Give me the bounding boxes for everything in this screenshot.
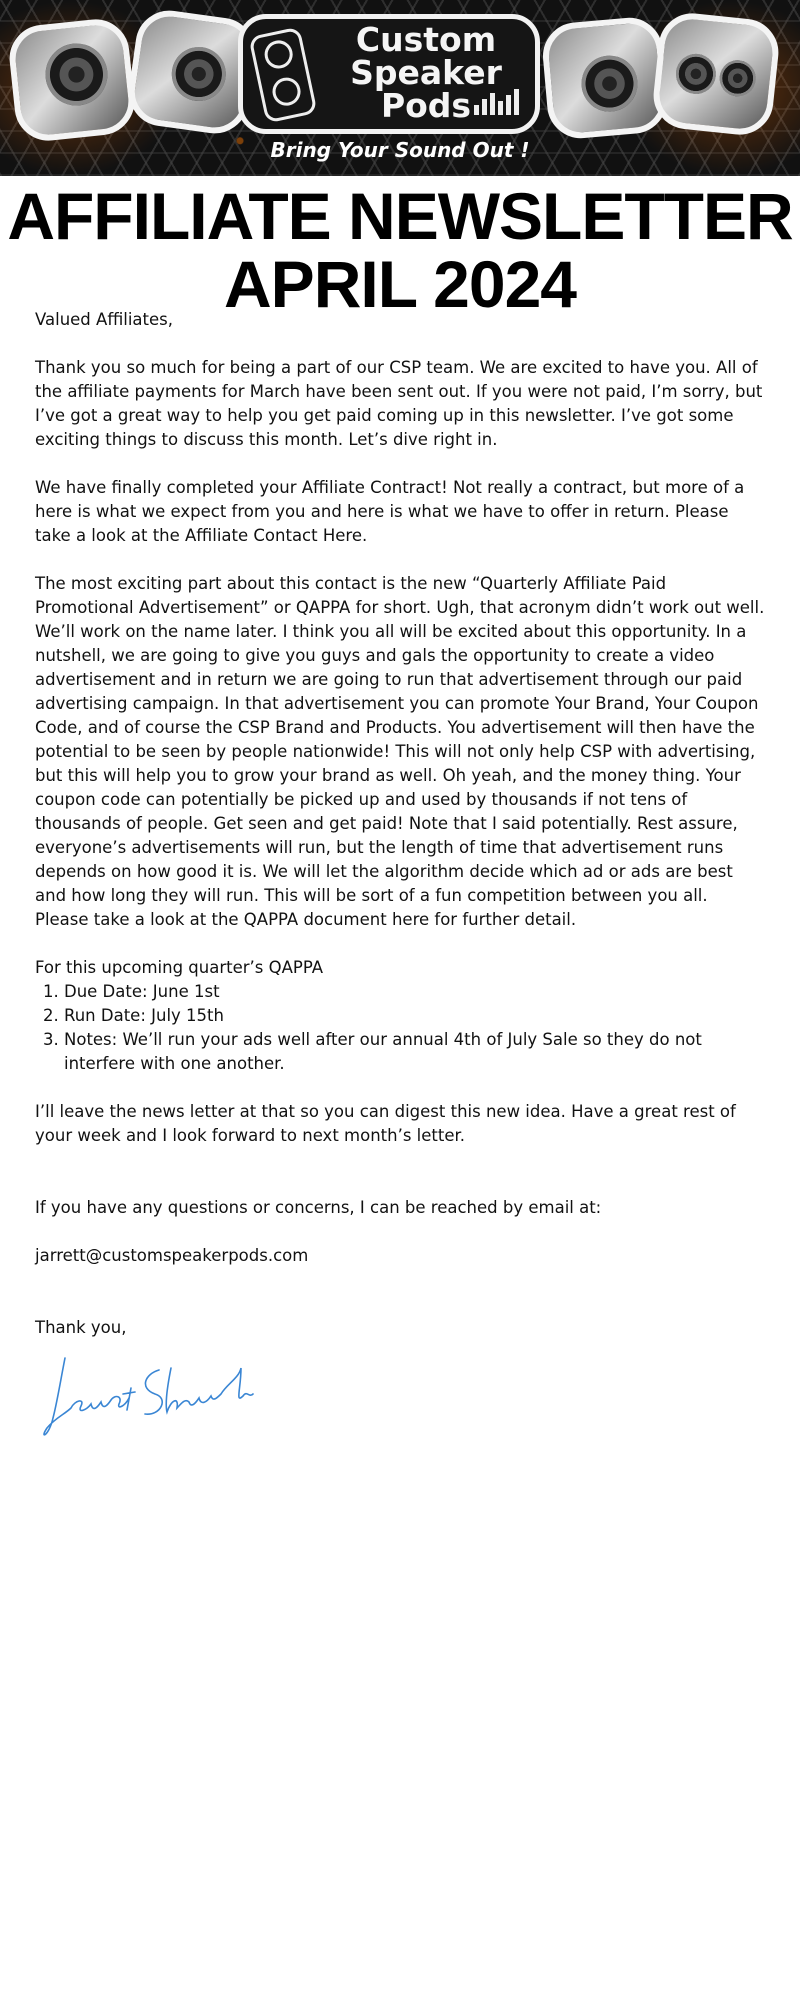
paragraph: We have finally completed your Affiliate Contract! Not really a contract, but more of a here is what we expect from you and here is what we have to offer in return. Please take a look at the Affiliate Contact Here. <box>35 478 745 545</box>
list-number: 2. <box>43 1006 59 1025</box>
list-intro: For this upcoming quarter’s QAPPA <box>35 958 324 977</box>
product-photo <box>650 10 781 138</box>
product-photo <box>540 15 670 141</box>
list-item <box>35 1004 765 1028</box>
brand-logo <box>238 14 540 134</box>
speaker-icon <box>674 52 718 96</box>
list-number: 1. <box>43 982 59 1001</box>
list-item <box>35 980 765 1004</box>
title-line: APRIL 2024 <box>224 247 576 321</box>
contact-email: jarrett@customspeakerpods.com <box>35 1246 309 1265</box>
sign-off: Thank you, <box>35 1318 127 1337</box>
speaker-icon <box>168 43 229 104</box>
product-photo <box>6 16 137 144</box>
list-item <box>35 1028 765 1076</box>
contact-line: If you have any questions or concerns, I can be reached by email at: <box>35 1198 602 1217</box>
closing-paragraph: I’ll leave the news letter at that so you can digest this new idea. Have a great rest of your week and I look forward to next month’s letter. <box>35 1102 736 1145</box>
list-item-text: Due Date: June 1st <box>64 982 220 1001</box>
list-number: 3. <box>43 1030 59 1049</box>
greeting: Valued Affiliates, <box>35 310 174 329</box>
handwritten-signature <box>35 1348 275 1448</box>
equalizer-icon <box>474 89 519 115</box>
qappa-list <box>35 980 765 1076</box>
brand-tagline: Bring Your Sound Out ! <box>270 138 530 162</box>
speaker-grille-icon <box>42 40 110 108</box>
list-item-text: Run Date: July 15th <box>64 1006 224 1025</box>
paragraph: Thank you so much for being a part of our CSP team. We are excited to have you. All of the affiliate payments for March have been sent out. If you were not paid, I’m sorry, but I’ve got a great way to help you get paid coming up in this newsletter. I’ve got some exciting things to discuss this month. Let’s dive right in. <box>35 358 763 449</box>
speaker-icon <box>579 53 640 114</box>
speaker-logo-icon <box>248 27 317 124</box>
paragraph: The most exciting part about this contact is the new “Quarterly Affiliate Paid Promotional Advertisement” or QAPPA for short. Ugh, that acronym didn’t work out well. We’ll work on the name later. I think you all will be excited about this opportunity. In a nutshell, we are going to give you guys and gals the opportunity to create a video advertisement and in return we are going to run that advertisement through our paid advertising campaign. In that advertisement you can promote Your Brand, Your Coupon Code, and of course the CSP Brand and Products. You advertisement will then have the potential to be seen by people nationwide! This will not only help CSP with advertising, but this will help you to grow your brand as well. Oh yeah, and the money thing. Your coupon code can potentially be picked up and used by thousands if not tens of thousands of people. Get seen and get paid! Note that I said potentially. Rest assure, everyone’s advertisements will run, but the length of time that advertisement runs depends on how good it is. We will let the algorithm decide which ad or ads are best and how long they will run. This will be sort of a fun competition between you all. Please take a look at the QAPPA document here for further detail. <box>35 574 765 929</box>
brand-logo-text: Custom Speaker Pods <box>350 20 502 125</box>
speaker-icon <box>718 59 758 99</box>
list-item-text: Notes: We’ll run your ads well after our annual 4th of July Sale so they do not interfere with one another. <box>64 1030 702 1073</box>
title-line: AFFILIATE NEWSLETTER <box>7 179 793 253</box>
header-banner <box>0 0 800 176</box>
letter-body <box>35 308 765 1448</box>
